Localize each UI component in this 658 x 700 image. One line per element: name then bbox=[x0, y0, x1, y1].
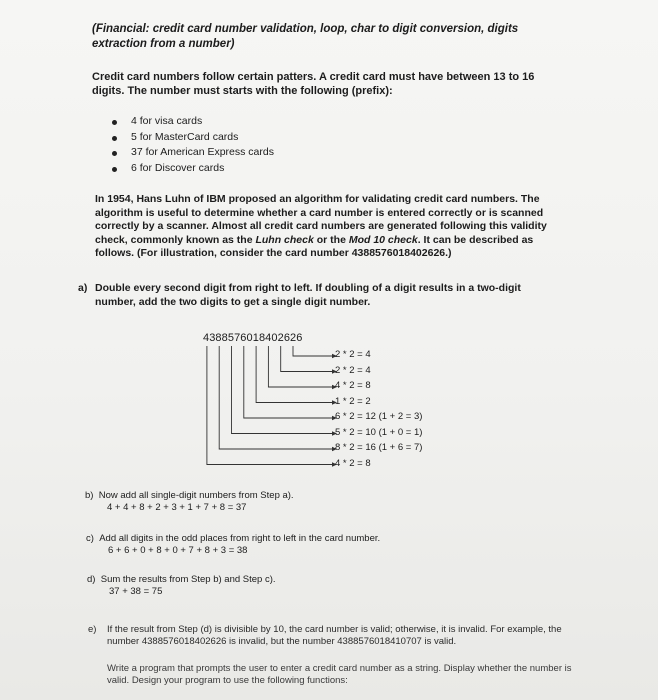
doubling-calc: 2 * 2 = 4 bbox=[335, 349, 371, 360]
bracket-line bbox=[268, 346, 332, 387]
luhn-check-term: Luhn check bbox=[255, 233, 314, 246]
doubling-calc: 8 * 2 = 16 (1 + 6 = 7) bbox=[335, 442, 423, 453]
bracket-line bbox=[293, 346, 332, 356]
list-item: 5 for MasterCard cards bbox=[112, 130, 274, 146]
intro-paragraph: Credit card numbers follow certain patters. A credit card must have between 13 to 16 digits. The number must starts with the following (prefix): bbox=[92, 71, 535, 97]
card-number-example: 4388576018402626 bbox=[203, 332, 303, 344]
prefix-list bbox=[112, 114, 274, 176]
list-item: 37 for American Express cards bbox=[112, 145, 274, 161]
step-a bbox=[78, 282, 563, 309]
mod10-check-term: Mod 10 check bbox=[348, 233, 418, 246]
step-marker: c) bbox=[86, 533, 94, 544]
bracket-line bbox=[256, 346, 332, 403]
step-text: Add all digits in the odd places from right to left in the card number. bbox=[99, 533, 381, 544]
program-instructions: Write a program that prompts the user to enter a credit card number as a string. Display whether the number is valid. Design your program to use the following functions: bbox=[107, 663, 572, 686]
step-marker: e) bbox=[88, 624, 97, 635]
bracket-line bbox=[232, 346, 333, 434]
bullet-icon bbox=[112, 120, 117, 125]
doubling-calc: 5 * 2 = 10 (1 + 0 = 1) bbox=[335, 426, 423, 438]
list-item: 6 for Discover cards bbox=[112, 161, 274, 177]
bullet-icon bbox=[112, 136, 117, 141]
doubling-calc: 1 * 2 = 2 bbox=[335, 395, 371, 407]
step-formula: 37 + 38 = 75 bbox=[109, 586, 163, 597]
problem-heading: (Financial: credit card number validation, loop, char to digit conversion, digits extraction from a number) bbox=[92, 23, 519, 50]
step-formula: 4 + 4 + 8 + 2 + 3 + 1 + 7 + 8 = 37 bbox=[107, 502, 247, 513]
luhn-diagram bbox=[200, 344, 340, 482]
step-marker: b) bbox=[85, 490, 94, 501]
bullet-icon bbox=[112, 167, 117, 172]
step-formula: 6 + 6 + 0 + 8 + 0 + 7 + 8 + 3 = 38 bbox=[108, 545, 248, 556]
step-marker: a) bbox=[78, 282, 88, 294]
step-d bbox=[87, 574, 276, 598]
list-item: 4 for visa cards bbox=[112, 114, 274, 130]
doubling-calc: 6 * 2 = 12 (1 + 2 = 3) bbox=[335, 411, 423, 422]
step-marker: d) bbox=[87, 574, 96, 585]
doubling-calc: 2 * 2 = 4 bbox=[335, 364, 371, 376]
doubling-calc: 4 * 2 = 8 bbox=[335, 457, 371, 469]
bracket-line bbox=[281, 346, 332, 372]
bracket-line bbox=[207, 346, 332, 465]
bracket-line bbox=[244, 346, 332, 418]
step-e bbox=[88, 624, 568, 648]
bullet-icon bbox=[112, 151, 117, 156]
step-b bbox=[85, 490, 294, 514]
step-text: Sum the results from Step b) and Step c). bbox=[100, 574, 276, 585]
luhn-paragraph: In 1954, Hans Luhn of IBM proposed an algorithm for validating credit card numbers. The algorithm is useful to determine whether a card number is entered correctly or is scanned correctly by a scanner. Almost all credit card numbers are generated following this validity check, commonly known as the Luhn check or the Mod 10 check. It can be described as follows. (For illustration, consider the card number 4388576018402626.) bbox=[95, 193, 547, 259]
step-text: Double every second digit from right to left. If doubling of a digit results in a two-digit number, add the two digits to get a single digit number. bbox=[95, 282, 521, 308]
step-text: If the result from Step (d) is divisible by 10, the card number is valid; otherwise, it is invalid. For example, the number 4388576018402626 is invalid, but the number 4388576018410707 is valid. bbox=[107, 624, 562, 647]
step-text: Now add all single-digit numbers from Step a). bbox=[98, 490, 294, 501]
doubling-calc: 4 * 2 = 8 bbox=[335, 380, 371, 391]
step-c bbox=[86, 533, 380, 557]
